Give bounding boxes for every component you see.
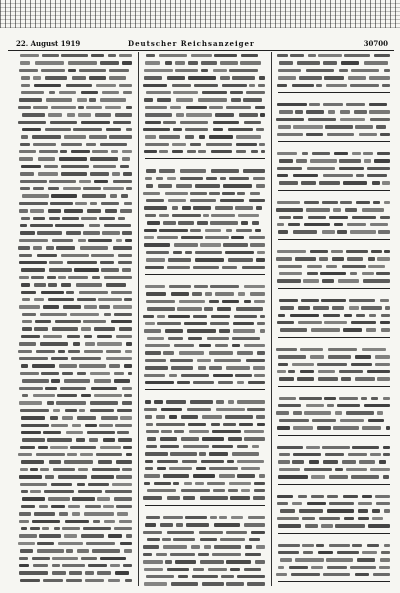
illegible-text-line [16, 362, 136, 369]
illegible-text-line [16, 414, 136, 421]
illegible-text-line [274, 270, 394, 277]
illegible-text-line [16, 466, 136, 473]
illegible-text-line [16, 82, 136, 89]
illegible-text-line [274, 74, 394, 81]
illegible-text-line [274, 549, 394, 556]
illegible-text-line [16, 104, 136, 111]
illegible-text-line [141, 543, 269, 550]
illegible-text-line [141, 182, 269, 189]
illegible-text-line [274, 123, 394, 130]
section-rule [278, 386, 390, 393]
illegible-text-line [274, 157, 394, 164]
section-rule [278, 141, 390, 148]
illegible-text-line [141, 558, 269, 565]
illegible-text-line [274, 116, 394, 123]
illegible-text-line [141, 241, 269, 248]
illegible-text-line [16, 281, 136, 288]
section-rule [278, 239, 390, 246]
illegible-text-line [274, 206, 394, 213]
illegible-text-line [274, 326, 394, 333]
illegible-text-line [16, 237, 136, 244]
section-rule [278, 92, 390, 99]
illegible-text-line [141, 148, 269, 155]
illegible-text-line [16, 547, 136, 554]
illegible-text-line [141, 175, 269, 182]
illegible-text-line [16, 510, 136, 517]
illegible-text-line [141, 514, 269, 521]
illegible-text-line [16, 126, 136, 133]
illegible-text-line [274, 564, 394, 571]
section-rule [278, 190, 390, 197]
illegible-text-line [274, 214, 394, 221]
illegible-text-line [274, 263, 394, 270]
illegible-text-line [274, 67, 394, 74]
illegible-text-line [141, 413, 269, 420]
illegible-text-line [141, 494, 269, 501]
illegible-text-line [274, 277, 394, 284]
illegible-text-line [141, 74, 269, 81]
illegible-text-line [274, 59, 394, 66]
illegible-text-line [274, 179, 394, 186]
illegible-text-line [16, 178, 136, 185]
illegible-text-line [16, 458, 136, 465]
illegible-text-line [16, 481, 136, 488]
illegible-text-line [274, 571, 394, 578]
column-rule [138, 52, 139, 586]
illegible-text-line [274, 52, 394, 59]
illegible-text-line [274, 319, 394, 326]
illegible-text-line [16, 488, 136, 495]
illegible-text-line [16, 229, 136, 236]
illegible-text-line [16, 207, 136, 214]
illegible-text-line [141, 521, 269, 528]
illegible-text-line [274, 199, 394, 206]
column-rule [271, 52, 272, 586]
illegible-text-line [141, 133, 269, 140]
illegible-text-line [141, 59, 269, 66]
illegible-text-line [141, 111, 269, 118]
illegible-text-line [141, 234, 269, 241]
illegible-text-line [141, 364, 269, 371]
illegible-text-line [16, 222, 136, 229]
illegible-text-line [141, 580, 269, 586]
illegible-text-line [274, 312, 394, 319]
text-column-left [16, 52, 136, 586]
section-rule [278, 581, 390, 586]
illegible-text-line [16, 555, 136, 562]
illegible-text-line [141, 342, 269, 349]
running-head [8, 38, 394, 51]
illegible-text-line [141, 398, 269, 405]
illegible-text-line [16, 370, 136, 377]
illegible-text-line [274, 417, 394, 424]
illegible-text-line [141, 487, 269, 494]
illegible-text-line [16, 274, 136, 281]
illegible-text-line [16, 503, 136, 510]
illegible-text-line [16, 163, 136, 170]
illegible-text-line [141, 190, 269, 197]
illegible-text-line [16, 74, 136, 81]
illegible-text-line [141, 256, 269, 263]
illegible-text-line [141, 227, 269, 234]
illegible-text-line [16, 348, 136, 355]
illegible-text-line [141, 197, 269, 204]
illegible-text-line [16, 584, 136, 586]
illegible-text-line [274, 172, 394, 179]
illegible-text-line [274, 248, 394, 255]
section-rule [278, 337, 390, 344]
illegible-text-line [141, 450, 269, 457]
illegible-text-line [274, 304, 394, 311]
illegible-text-line [141, 82, 269, 89]
illegible-text-line [274, 375, 394, 382]
illegible-text-line [141, 443, 269, 450]
illegible-text-line [274, 500, 394, 507]
illegible-text-line [274, 522, 394, 529]
illegible-text-line [274, 466, 394, 473]
illegible-text-line [274, 409, 394, 416]
illegible-text-line [141, 421, 269, 428]
illegible-text-line [141, 320, 269, 327]
illegible-text-line [16, 296, 136, 303]
illegible-text-line [274, 473, 394, 480]
illegible-text-line [141, 283, 269, 290]
header-title: Deutscher Reichsanzeiger [128, 39, 255, 48]
illegible-text-line [141, 67, 269, 74]
illegible-text-line [16, 148, 136, 155]
illegible-text-line [16, 385, 136, 392]
illegible-text-line [16, 377, 136, 384]
illegible-text-line [16, 532, 136, 539]
illegible-text-line [16, 133, 136, 140]
illegible-text-line [141, 167, 269, 174]
text-column-middle [141, 52, 269, 586]
illegible-text-line [16, 407, 136, 414]
illegible-text-line [274, 131, 394, 138]
illegible-text-line [141, 357, 269, 364]
section-rule [278, 435, 390, 442]
illegible-text-line [16, 429, 136, 436]
illegible-text-line [16, 577, 136, 584]
section-rule [145, 158, 265, 165]
illegible-text-line [274, 556, 394, 563]
illegible-text-line [16, 170, 136, 177]
illegible-text-line [141, 119, 269, 126]
illegible-text-line [16, 318, 136, 325]
section-rule [278, 484, 390, 491]
illegible-text-line [141, 406, 269, 413]
illegible-text-line [274, 82, 394, 89]
illegible-text-line [16, 525, 136, 532]
illegible-text-line [274, 221, 394, 228]
illegible-text-line [141, 141, 269, 148]
illegible-text-line [274, 424, 394, 431]
illegible-text-line [141, 249, 269, 256]
illegible-text-line [16, 244, 136, 251]
illegible-text-line [274, 402, 394, 409]
illegible-text-line [16, 569, 136, 576]
illegible-text-line [141, 379, 269, 386]
section-rule [145, 505, 265, 512]
illegible-text-line [16, 540, 136, 547]
section-rule [145, 389, 265, 396]
illegible-text-line [274, 444, 394, 451]
illegible-text-line [16, 185, 136, 192]
illegible-text-line [141, 435, 269, 442]
illegible-text-line [274, 493, 394, 500]
illegible-text-line [16, 473, 136, 480]
illegible-text-line [16, 59, 136, 66]
illegible-text-line [274, 101, 394, 108]
illegible-text-line [274, 395, 394, 402]
illegible-text-line [16, 192, 136, 199]
illegible-text-line [16, 422, 136, 429]
illegible-text-line [16, 289, 136, 296]
illegible-text-line [16, 252, 136, 259]
illegible-text-line [141, 472, 269, 479]
illegible-text-line [274, 542, 394, 549]
illegible-text-line [16, 451, 136, 458]
section-rule [278, 288, 390, 295]
illegible-text-line [141, 327, 269, 334]
illegible-text-line [274, 150, 394, 157]
illegible-text-line [141, 372, 269, 379]
illegible-text-line [16, 340, 136, 347]
illegible-text-line [141, 428, 269, 435]
illegible-text-line [274, 346, 394, 353]
illegible-text-line [16, 141, 136, 148]
illegible-text-line [16, 266, 136, 273]
illegible-text-line [16, 518, 136, 525]
illegible-text-line [16, 200, 136, 207]
illegible-text-line [16, 111, 136, 118]
illegible-text-line [16, 495, 136, 502]
illegible-text-line [141, 335, 269, 342]
illegible-text-line [141, 96, 269, 103]
illegible-text-line [16, 311, 136, 318]
illegible-text-line [141, 349, 269, 356]
illegible-text-line [16, 399, 136, 406]
illegible-text-line [274, 451, 394, 458]
illegible-text-line [16, 355, 136, 362]
illegible-text-line [141, 465, 269, 472]
illegible-text-line [16, 444, 136, 451]
illegible-text-line [141, 298, 269, 305]
illegible-text-line [274, 165, 394, 172]
illegible-text-line [141, 480, 269, 487]
illegible-text-line [16, 333, 136, 340]
illegible-text-line [16, 67, 136, 74]
illegible-text-line [141, 104, 269, 111]
illegible-text-line [16, 119, 136, 126]
illegible-text-line [141, 529, 269, 536]
illegible-text-line [274, 368, 394, 375]
illegible-text-line [141, 126, 269, 133]
illegible-text-line [274, 458, 394, 465]
illegible-text-line [274, 255, 394, 262]
illegible-text-line [141, 305, 269, 312]
illegible-text-line [274, 515, 394, 522]
section-rule [145, 274, 265, 281]
illegible-text-line [141, 52, 269, 59]
illegible-text-line [16, 89, 136, 96]
illegible-text-line [16, 96, 136, 103]
illegible-text-line [274, 228, 394, 235]
text-column-right [274, 52, 394, 586]
illegible-text-line [274, 353, 394, 360]
illegible-text-line [141, 219, 269, 226]
illegible-text-line [141, 536, 269, 543]
illegible-text-line [141, 573, 269, 580]
illegible-text-line [141, 89, 269, 96]
illegible-text-line [141, 212, 269, 219]
illegible-text-line [141, 551, 269, 558]
section-rule [278, 533, 390, 540]
illegible-text-line [16, 436, 136, 443]
illegible-text-line [141, 566, 269, 573]
illegible-text-line [16, 155, 136, 162]
illegible-text-line [16, 325, 136, 332]
header-page-number: 30700 [363, 39, 388, 48]
header-date: 22. August 1919 [16, 39, 81, 48]
illegible-text-line [16, 259, 136, 266]
illegible-text-line [274, 108, 394, 115]
illegible-text-line [141, 264, 269, 271]
illegible-text-line [16, 303, 136, 310]
illegible-text-line [141, 290, 269, 297]
document-page [8, 4, 394, 590]
illegible-text-line [274, 297, 394, 304]
illegible-text-line [141, 204, 269, 211]
illegible-text-line [16, 392, 136, 399]
illegible-text-line [16, 52, 136, 59]
illegible-text-line [274, 507, 394, 514]
illegible-text-line [16, 562, 136, 569]
illegible-text-line [16, 215, 136, 222]
illegible-text-line [141, 458, 269, 465]
illegible-text-line [141, 313, 269, 320]
illegible-text-line [274, 361, 394, 368]
